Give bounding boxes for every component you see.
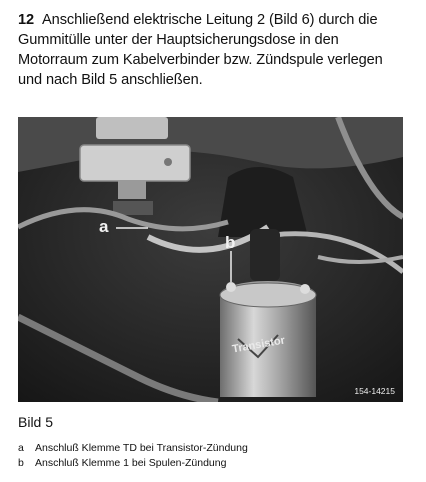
legend-key: a: [18, 442, 24, 454]
legend-text: Anschluß Klemme 1 bei Spulen-Zündung: [35, 457, 227, 469]
photo-illustration: [18, 117, 403, 402]
figure-legend: [18, 441, 248, 471]
photo-code: 154-14215: [354, 386, 395, 396]
legend-key: b: [18, 457, 24, 469]
engine-bay-photo: [18, 117, 403, 402]
legend-item: [18, 441, 248, 456]
figure-caption: Bild 5: [18, 414, 54, 430]
instruction-paragraph: [18, 10, 410, 90]
legend-text: Anschluß Klemme TD bei Transistor-Zündung: [35, 442, 248, 454]
step-number: 12: [18, 12, 35, 28]
instruction-step: [18, 10, 410, 90]
step-text: Anschließend elektrische Leitung 2 (Bild 6) durch die Gummitülle unter der Hauptsicherungsdose in den Motorraum zum Kabelverbinder bzw. Zündspule verlegen und nach Bild 5 anschließen.: [18, 12, 383, 88]
callout-b: b: [225, 233, 236, 252]
coil-brand-label: Transistor: [231, 334, 286, 356]
callout-a: a: [99, 217, 109, 236]
legend-item: [18, 456, 248, 471]
